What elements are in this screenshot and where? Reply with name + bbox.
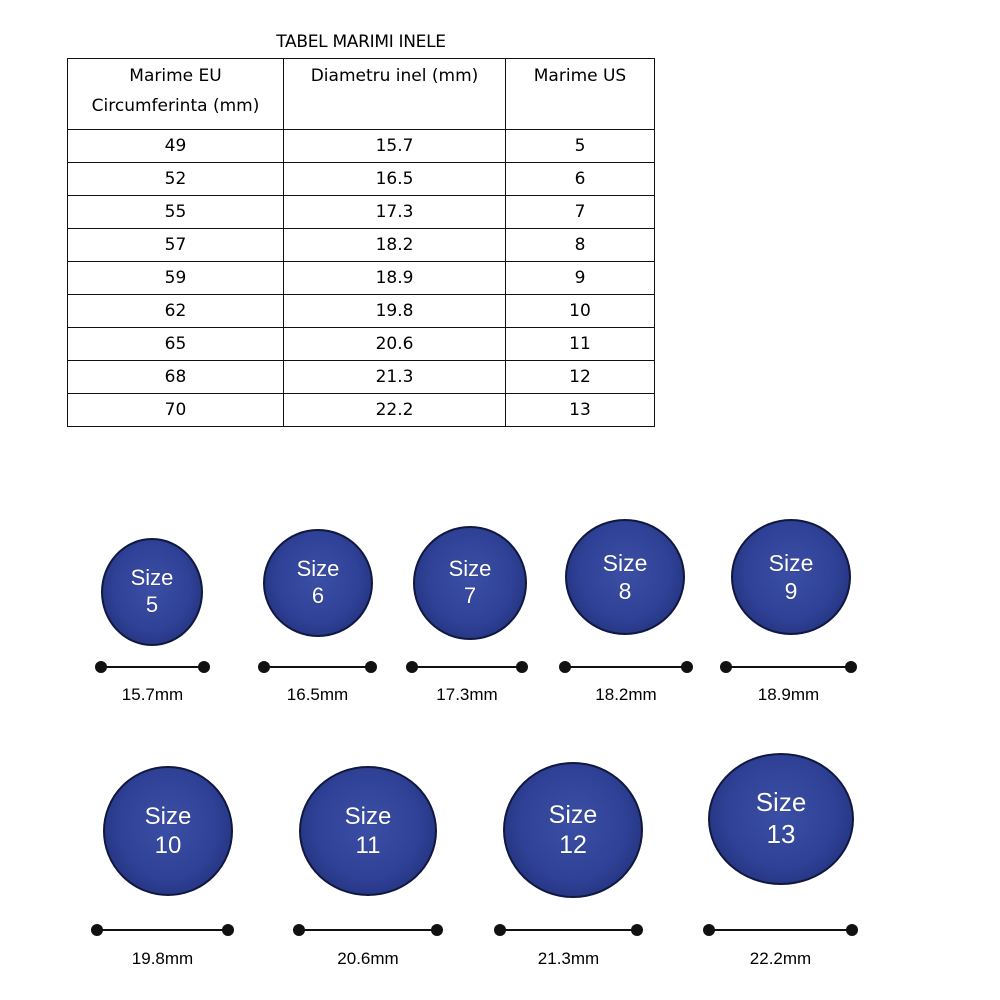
ruler-endpoint [681, 661, 693, 673]
diameter-label: 16.5mm [286, 685, 349, 704]
ring-size-13-circle [708, 753, 854, 885]
diameter-ruler [494, 924, 643, 936]
diameter-ruler [559, 661, 693, 673]
ring-size-word: Size [344, 802, 392, 830]
ruler-line [709, 929, 852, 931]
ring-size-number: 7 [463, 583, 477, 608]
ring-size-number: 10 [154, 832, 182, 859]
diameter-ruler [95, 661, 210, 673]
ruler-endpoint [198, 661, 210, 673]
ruler-endpoint [494, 924, 506, 936]
diameter-ruler [406, 661, 528, 673]
cell-eu-circumference: 59 [68, 262, 284, 295]
diameter-label: 20.6mm [337, 949, 399, 968]
cell-eu-circumference: 68 [68, 361, 284, 394]
ruler-endpoint [91, 924, 103, 936]
diameter-label: 21.3mm [537, 949, 600, 968]
ruler-line [412, 666, 522, 668]
diameter-ruler [258, 661, 377, 673]
ring-size-word: Size [548, 800, 598, 829]
ruler-endpoint [406, 661, 418, 673]
ruler-endpoint [559, 661, 571, 673]
header-eu-circumference [68, 59, 284, 130]
ruler-endpoint [365, 661, 377, 673]
ring-size-table [67, 58, 655, 427]
cell-us-size: 7 [506, 196, 655, 229]
cell-eu-circumference: 65 [68, 328, 284, 361]
table-row [68, 196, 655, 229]
cell-us-size: 11 [506, 328, 655, 361]
cell-us-size: 10 [506, 295, 655, 328]
ring-size-number: 5 [145, 592, 159, 617]
diameter-label: 17.3mm [436, 685, 498, 704]
ring-size-number: 8 [618, 578, 632, 604]
table-row [68, 262, 655, 295]
ring-size-word: Size [296, 556, 340, 582]
ring-size-word: Size [144, 802, 192, 830]
ruler-endpoint [846, 924, 858, 936]
ring-size-9-circle [731, 519, 851, 635]
diameter-ruler [703, 924, 858, 936]
ruler-endpoint [516, 661, 528, 673]
table-row [68, 328, 655, 361]
cell-diameter: 19.8 [284, 295, 506, 328]
cell-eu-circumference: 55 [68, 196, 284, 229]
table-row [68, 394, 655, 427]
ruler-line [264, 666, 371, 668]
cell-us-size: 8 [506, 229, 655, 262]
ruler-endpoint [845, 661, 857, 673]
ruler-line [500, 929, 637, 931]
table-row [68, 130, 655, 163]
ruler-line [97, 929, 228, 931]
diameter-label: 15.7mm [121, 685, 184, 704]
cell-diameter: 18.9 [284, 262, 506, 295]
header-diameter: Diametru inel (mm) [284, 59, 506, 130]
cell-diameter: 21.3 [284, 361, 506, 394]
ring-size-12-circle [503, 762, 643, 898]
ring-size-word: Size [602, 549, 648, 576]
cell-us-size: 6 [506, 163, 655, 196]
ring-size-6-circle [263, 529, 373, 637]
table-header-row [68, 59, 655, 130]
cell-diameter: 20.6 [284, 328, 506, 361]
table-row [68, 229, 655, 262]
cell-eu-circumference: 57 [68, 229, 284, 262]
table-row [68, 295, 655, 328]
diameter-ruler [720, 661, 857, 673]
ruler-endpoint [95, 661, 107, 673]
ring-size-word: Size [130, 565, 174, 591]
ring-size-number: 9 [784, 578, 798, 604]
ruler-endpoint [431, 924, 443, 936]
cell-diameter: 18.2 [284, 229, 506, 262]
cell-us-size: 9 [506, 262, 655, 295]
ring-size-number: 13 [766, 819, 796, 849]
cell-eu-circumference: 49 [68, 130, 284, 163]
cell-eu-circumference: 52 [68, 163, 284, 196]
ruler-endpoint [293, 924, 305, 936]
ruler-line [565, 666, 687, 668]
table-title: TABEL MARIMI INELE [276, 32, 446, 52]
ring-size-10-circle [103, 766, 233, 896]
cell-eu-circumference: 70 [68, 394, 284, 427]
header-us-size: Marime US [506, 59, 655, 130]
diameter-label: 18.9mm [757, 685, 820, 704]
ruler-line [726, 666, 851, 668]
ring-size-word: Size [448, 556, 492, 582]
diameter-label: 18.2mm [595, 685, 657, 704]
ring-size-5-circle [101, 538, 203, 646]
ring-size-word: Size [768, 549, 814, 576]
ruler-endpoint [631, 924, 643, 936]
ruler-line [299, 929, 437, 931]
ruler-line [101, 666, 204, 668]
ruler-endpoint [258, 661, 270, 673]
cell-diameter: 16.5 [284, 163, 506, 196]
ring-size-8-circle [565, 519, 685, 635]
table-row [68, 163, 655, 196]
ruler-endpoint [720, 661, 732, 673]
ring-size-number: 11 [355, 832, 381, 859]
cell-us-size: 12 [506, 361, 655, 394]
ring-size-number: 6 [311, 583, 325, 608]
ring-size-7-circle [413, 526, 527, 640]
ruler-endpoint [222, 924, 234, 936]
diameter-label: 22.2mm [749, 949, 812, 968]
cell-diameter: 22.2 [284, 394, 506, 427]
cell-eu-circumference: 62 [68, 295, 284, 328]
ring-size-word: Size [755, 787, 807, 818]
ring-size-number: 12 [559, 831, 587, 859]
diameter-label: 19.8mm [131, 949, 194, 968]
diameter-ruler [293, 924, 443, 936]
cell-us-size: 13 [506, 394, 655, 427]
cell-us-size: 5 [506, 130, 655, 163]
header-eu-line2: Circumferinta (mm) [91, 96, 260, 116]
table-row [68, 361, 655, 394]
header-eu-line1: Marime EU [129, 66, 222, 86]
ring-size-11-circle [299, 766, 437, 896]
cell-diameter: 15.7 [284, 130, 506, 163]
diameter-ruler [91, 924, 234, 936]
ruler-endpoint [703, 924, 715, 936]
cell-diameter: 17.3 [284, 196, 506, 229]
